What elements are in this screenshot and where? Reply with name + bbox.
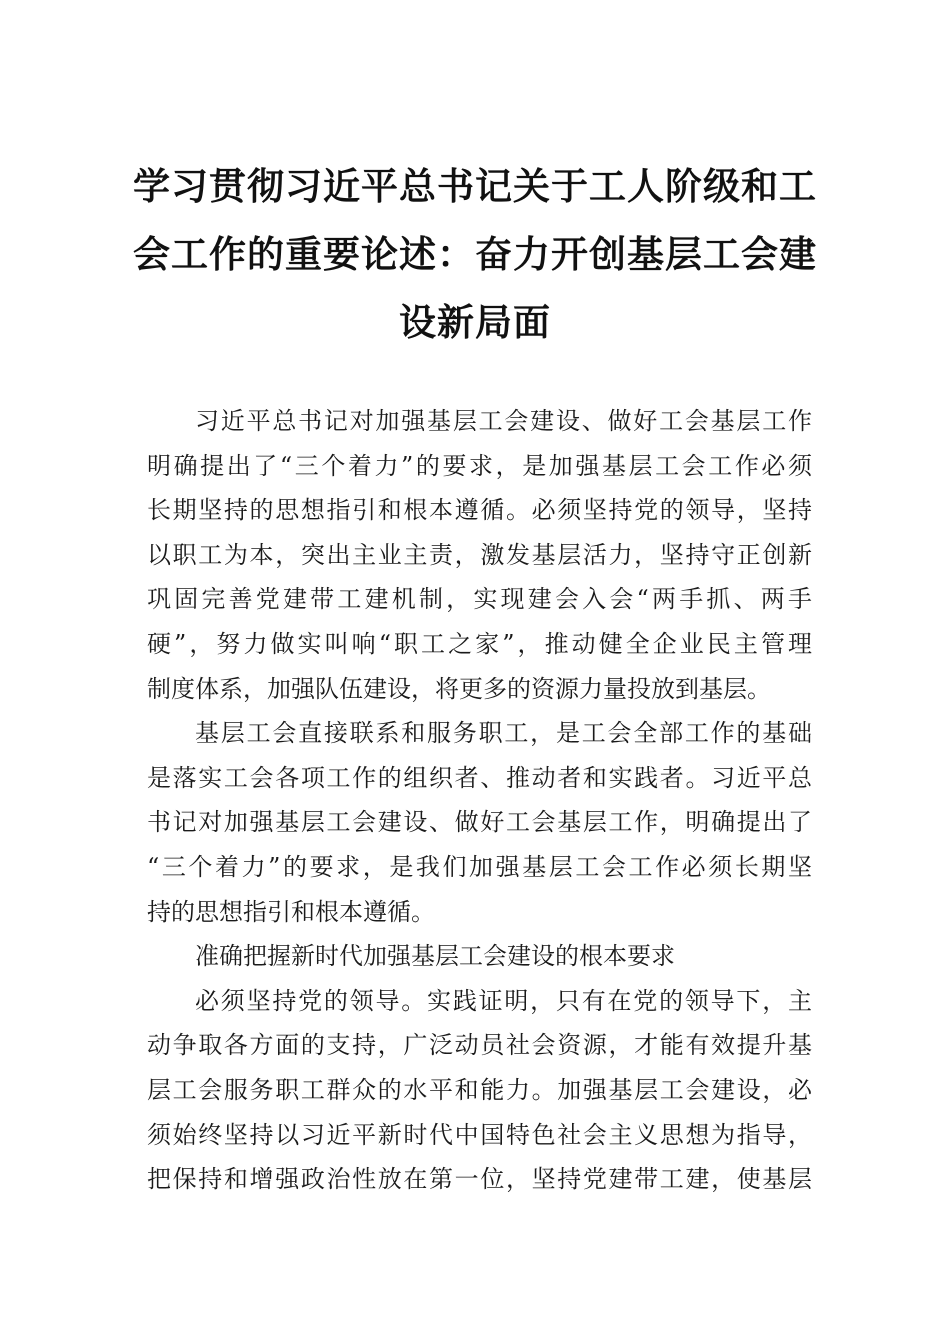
text-line: 把保持和增强政治性放在第一位，坚持党建带工建，使基层: [147, 1165, 812, 1194]
text-line: 以职工为本，突出主业主责，激发基层活力，坚持守正创新: [147, 540, 812, 569]
text-line: 层工会服务职工群众的水平和能力。加强基层工会建设，必: [147, 1075, 812, 1104]
paragraph: [147, 711, 812, 934]
text-line: 须始终坚持以习近平新时代中国特色社会主义思想为指导，: [147, 1120, 812, 1149]
text-line: 持的思想指引和根本遵循。: [147, 897, 435, 926]
section-heading: [147, 934, 812, 979]
text-line: 必须坚持党的领导。实践证明，只有在党的领导下，主: [195, 986, 812, 1015]
title-line: 学习贯彻习近平总书记关于工人阶级和工: [133, 164, 817, 208]
text-line: 长期坚持的思想指引和根本遵循。必须坚持党的领导，坚持: [147, 496, 812, 525]
paragraph: [147, 399, 812, 711]
text-line: 动争取各方面的支持，广泛动员社会资源，才能有效提升基: [147, 1031, 812, 1060]
text-line: 习近平总书记对加强基层工会建设、做好工会基层工作: [195, 407, 812, 435]
text-line: 准确把握新时代加强基层工会建设的根本要求: [195, 942, 675, 971]
text-line: 制度体系，加强队伍建设，将更多的资源力量投放到基层。: [147, 674, 771, 703]
document-title: [130, 152, 820, 356]
title-line: 设新局面: [399, 300, 551, 344]
document-body: [147, 399, 812, 1202]
text-line: 基层工会直接联系和服务职工，是工会全部工作的基础: [195, 719, 812, 748]
paragraph: [147, 979, 812, 1202]
text-line: 是落实工会各项工作的组织者、推动者和实践者。习近平总: [147, 763, 812, 792]
text-line: 硬”，努力做实叫响“职工之家”，推动健全企业民主管理: [147, 629, 812, 658]
title-line: 会工作的重要论述：奋力开创基层工会建: [133, 232, 817, 276]
text-line: 书记对加强基层工会建设、做好工会基层工作，明确提出了: [147, 808, 812, 837]
text-line: 巩固完善党建带工建机制，实现建会入会“两手抓、两手: [147, 585, 812, 614]
text-line: “三个着力”的要求，是我们加强基层工会工作必须长期坚: [147, 852, 812, 881]
text-line: 明确提出了“三个着力”的要求，是加强基层工会工作必须: [147, 451, 812, 480]
